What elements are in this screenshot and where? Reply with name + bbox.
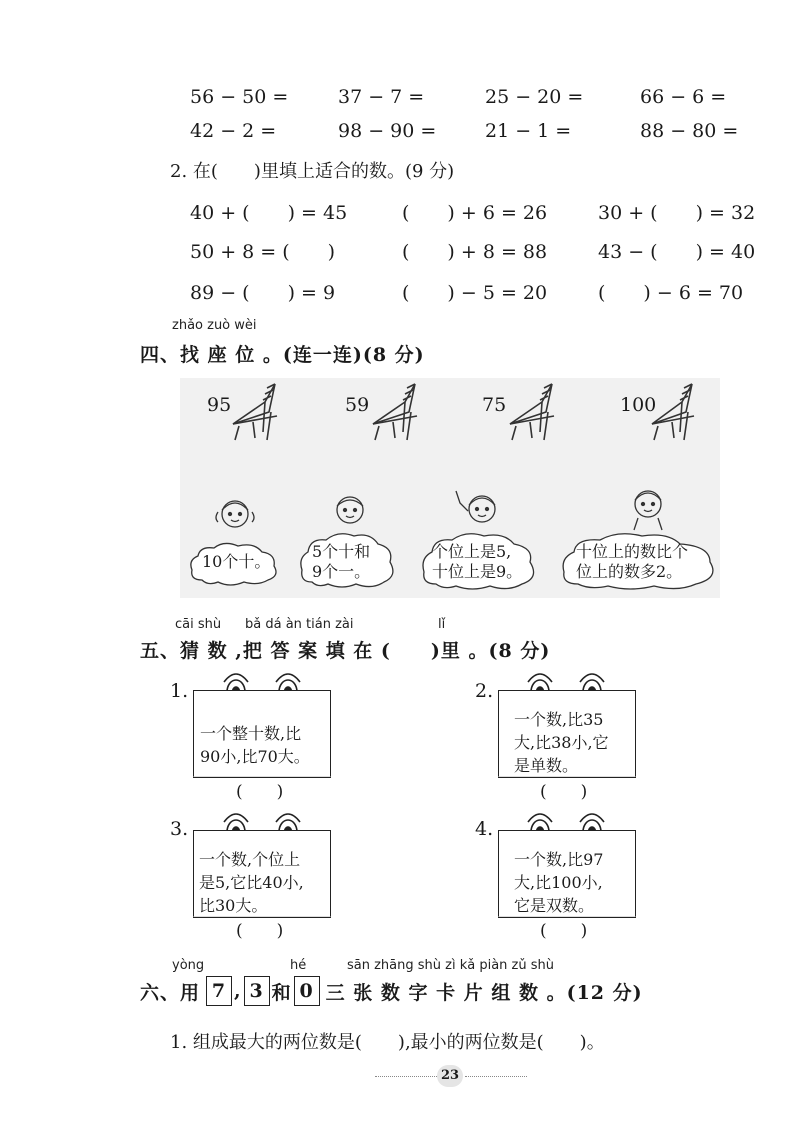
cloud-text: 位上的数多2。 [576,562,683,581]
answer-blank[interactable]: ( ) [540,782,588,802]
cloud-text: 10个十。 [202,552,271,571]
digit-card: 7 [206,976,232,1006]
chair-number: 59 [345,394,370,416]
card-line: 大,比100小, [514,873,603,892]
chair-icon [345,382,455,442]
section-heading [140,976,643,1006]
separator: , [234,980,242,1002]
child-icon [620,482,676,534]
cloud-text: 十位上是9。 [432,562,523,581]
equation: 25 − 20 = [485,86,584,108]
cloud-text: 十位上的数比个 [576,542,689,561]
fill-equation: 50 + 8 = ( ) [190,241,336,263]
page-number: 23 [437,1065,463,1087]
equation: 42 − 2 = [190,120,277,142]
equation: 56 − 50 = [190,86,289,108]
footer-dots [465,1076,527,1077]
pinyin: hé [290,958,307,973]
heading-prefix: 六、用 [140,981,201,1004]
fill-equation: 43 − ( ) = 40 [598,241,756,263]
equation: 88 − 80 = [640,120,739,142]
pinyin: lǐ [438,617,446,632]
chair-icon [205,382,315,442]
chair-icon [482,382,592,442]
fill-equation: ( ) + 8 = 88 [402,241,548,263]
fill-equation: ( ) − 5 = 20 [402,282,548,304]
section-heading: 四、找 座 位 。(连一连)(8 分) [140,344,425,366]
chair-number: 75 [482,394,507,416]
answer-blank[interactable]: ( ) [236,782,284,802]
cloud-text: 9个一。 [312,562,371,581]
card-line: 一个整十数,比 [200,724,302,743]
heading-suffix: 三 张 数 字 卡 片 组 数 。(12 分) [325,981,643,1004]
digit-card: 3 [244,976,270,1006]
and-text: 和 [271,981,292,1004]
card-line: 比30大。 [199,896,268,915]
fill-equation: 40 + ( ) = 45 [190,202,348,224]
equation: 98 − 90 = [338,120,437,142]
card-line: 一个数,比97 [514,850,604,869]
child-icon [210,492,260,542]
card-line: 是5,它比40小, [199,873,304,892]
card-line: 是单数。 [514,756,579,775]
chair [345,382,455,442]
chair-icon [620,382,730,442]
item-number: 1. [170,680,189,702]
equation: 21 − 1 = [485,120,572,142]
card-line: 它是双数。 [514,896,595,915]
pinyin: sān zhāng shù zì kǎ piàn zǔ shù [347,958,554,973]
answer-blank[interactable]: ( ) [236,921,284,941]
card-line: 一个数,比35 [514,710,604,729]
fill-equation: ( ) + 6 = 26 [402,202,548,224]
footer-dots [375,1076,437,1077]
fill-equation: 30 + ( ) = 32 [598,202,756,224]
item-number: 2. [475,680,494,702]
item-number: 3. [170,818,189,840]
pinyin: zhǎo zuò wèi [172,318,257,333]
equation: 37 − 7 = [338,86,425,108]
fill-equation: ( ) − 6 = 70 [598,282,744,304]
digit-card: 0 [294,976,320,1006]
chair [205,382,315,442]
item-number: 4. [475,818,494,840]
equation: 66 − 6 = [640,86,727,108]
card-line: 一个数,个位上 [199,850,301,869]
question-title: 2. 在( )里填上适合的数。(9 分) [170,161,455,182]
chair-number: 100 [620,394,657,416]
pinyin: yòng [172,958,205,973]
fill-equation: 89 − ( ) = 9 [190,282,336,304]
chair [482,382,592,442]
question-text: 1. 组成最大的两位数是( ),最小的两位数是( )。 [170,1032,605,1053]
cloud-text: 个位上是5, [432,542,512,561]
cloud-text: 5个十和 [312,542,371,561]
pinyin: bǎ dá àn tián zài [245,617,354,632]
card-line: 大,比38小,它 [514,733,609,752]
chair [620,382,730,442]
chair-number: 95 [207,394,232,416]
pinyin: cāi shù [175,617,222,632]
answer-blank[interactable]: ( ) [540,921,588,941]
section-heading: 五、猜 数 ,把 答 案 填 在 ( )里 。(8 分) [140,640,551,662]
card-line: 90小,比70大。 [200,747,310,766]
